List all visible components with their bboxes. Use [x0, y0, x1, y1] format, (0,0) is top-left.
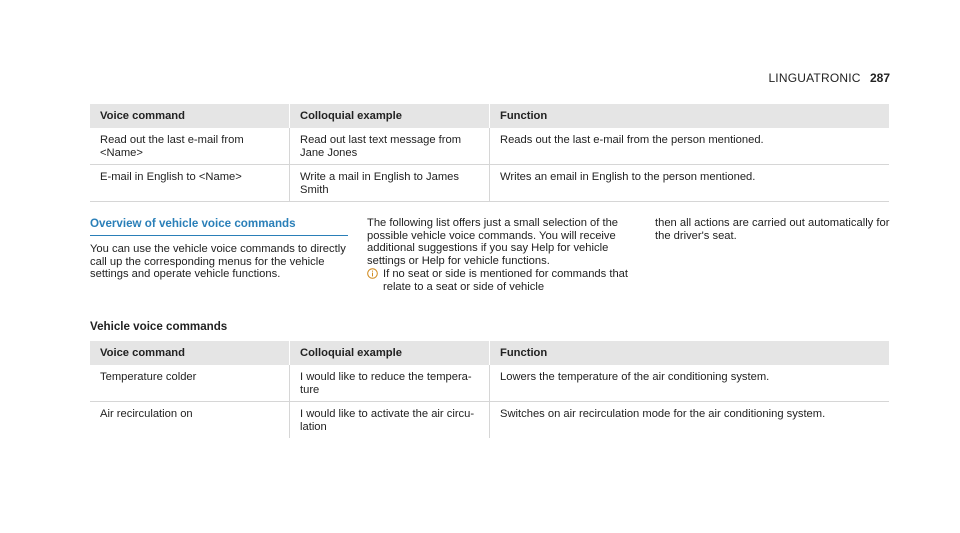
table-cell: Air recirculation on [100, 408, 193, 420]
info-note [367, 268, 637, 293]
table-cell: I would like to reduce the tempera- ture [290, 365, 490, 402]
table-cell: Temperature colder [90, 365, 290, 402]
page-header [768, 71, 890, 85]
column-header: Voice command [90, 104, 290, 128]
overview-paragraph-1: You can use the vehicle voice commands to directly call up the corresponding menus for the vehicle settings and operate vehicle functions. [90, 243, 346, 280]
voice-command-table-2 [90, 341, 889, 438]
table-cell: Reads out the last e-mail from the person mentioned. [490, 128, 890, 165]
page-number: 287 [869, 71, 890, 85]
table-row [90, 165, 889, 202]
table-cell: Read out the last e-mail from <Name> [90, 128, 290, 165]
table-cell: Write a mail in English to James Smith [290, 165, 490, 202]
section-title: LINGUATRONIC [768, 71, 861, 85]
info-note-text: If no seat or side is mentioned for commands that relate to a seat or side of vehicle [383, 268, 629, 293]
info-icon [367, 268, 383, 293]
table-cell: Lowers the temperature of the air conditioning system. [490, 365, 890, 402]
table-row [90, 402, 889, 439]
column-header: Function [490, 104, 890, 128]
overview-column-2 [367, 217, 637, 293]
table-cell: I would like to activate the air circu- lation [290, 402, 490, 439]
column-header: Voice command [90, 341, 290, 365]
table-row [90, 365, 889, 402]
overview-paragraph-3: then all actions are carried out automatically for the driver's seat. [655, 217, 890, 242]
overview-paragraph-2: The following list offers just a small selection of the possible vehicle voice commands. You will receive additional suggestions if you say Help for vehicle settings or Help for vehicle functions. [367, 217, 619, 267]
voice-command-table-1 [90, 104, 889, 202]
table-cell: Read out last text message from Jane Jones [290, 128, 490, 165]
column-header: Colloquial example [290, 341, 490, 365]
table-cell: Switches on air recirculation mode for the air conditioning system. [490, 402, 890, 439]
subheading: Vehicle voice commands [90, 320, 228, 333]
overview-heading: Overview of vehicle voice commands [90, 217, 348, 236]
column-header: Colloquial example [290, 104, 490, 128]
table-cell: E-mail in English to <Name> [90, 165, 290, 202]
table-cell: Writes an email in English to the person mentioned. [490, 165, 890, 202]
column-header: Function [490, 341, 890, 365]
table-row [90, 128, 889, 165]
